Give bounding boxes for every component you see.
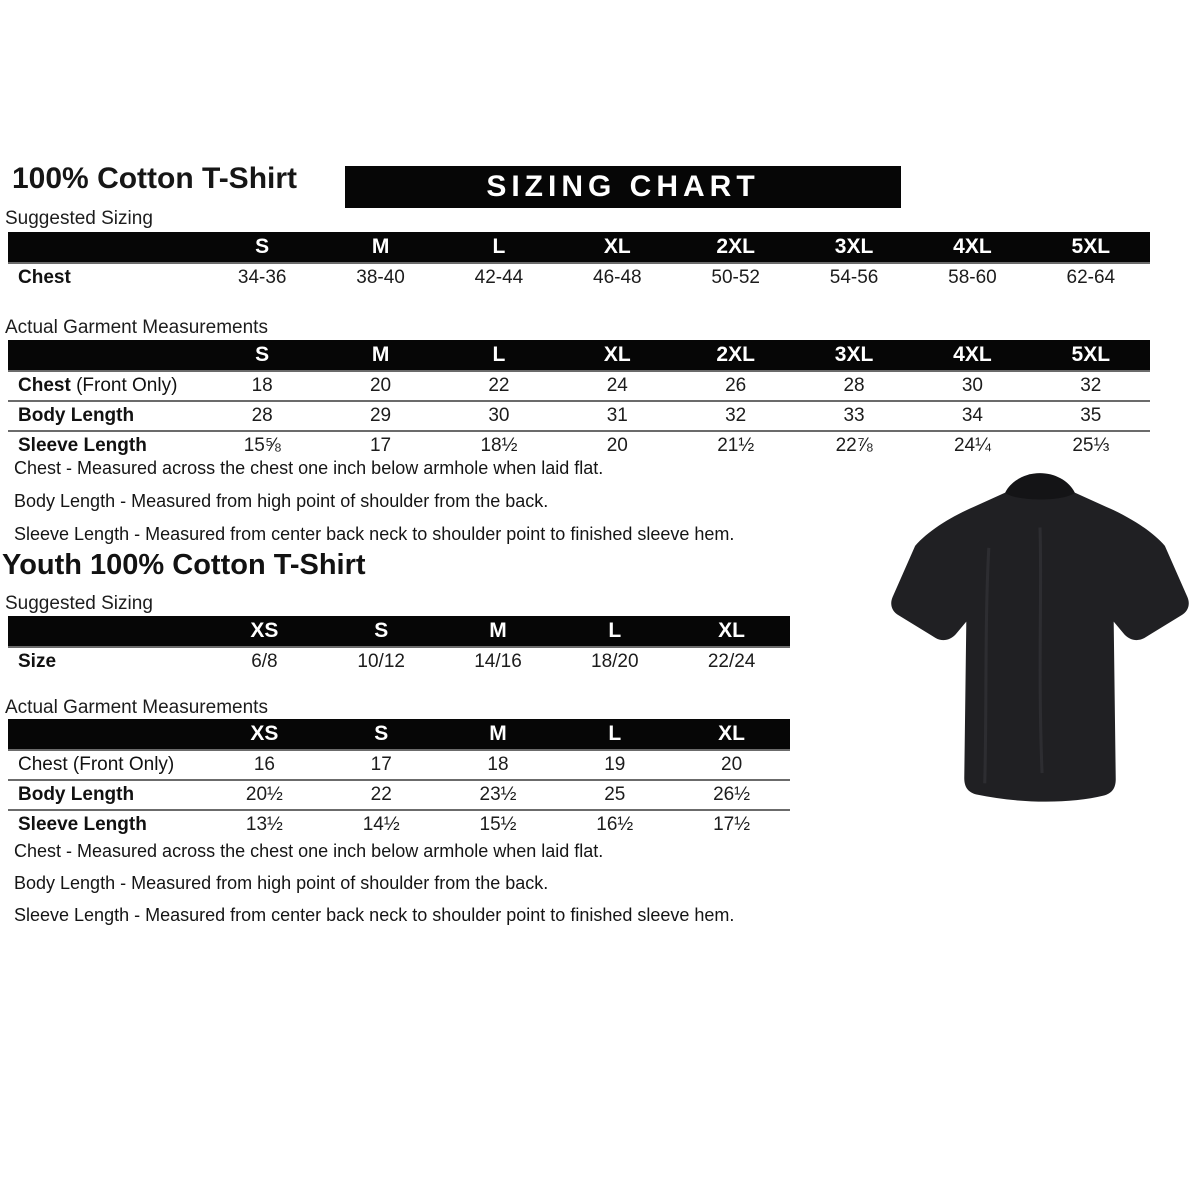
size-value-cell: 28 (843, 375, 865, 396)
size-value-cell: 22⅞ (835, 435, 873, 456)
row-label: Body Length (18, 405, 135, 426)
size-column-header: XL (603, 343, 631, 366)
size-value-cell: 17 (369, 435, 392, 456)
size-value-cell: 14/16 (474, 651, 522, 672)
size-column-header: 4XL (953, 343, 992, 366)
size-value-cell: 20 (606, 435, 628, 456)
size-value-cell: 46-48 (593, 267, 642, 288)
size-value-cell: 13½ (245, 814, 283, 835)
row-label: Size (18, 651, 57, 672)
size-value-cell: 62-64 (1066, 267, 1116, 288)
size-value-cell: 14½ (362, 814, 400, 835)
table-row (8, 779, 790, 809)
table-row (8, 400, 1150, 430)
table-row (8, 646, 790, 676)
row-label: Body Length (18, 784, 135, 805)
size-value-cell: 32 (1080, 375, 1102, 396)
size-column-header: 3XL (834, 343, 874, 366)
size-value-cell: 32 (725, 405, 747, 426)
youth-measurement-notes (14, 841, 734, 937)
tshirt-product-image (882, 466, 1198, 814)
row-label: Chest (18, 375, 71, 396)
note-line: Chest - Measured across the chest one inch below armhole when laid flat. (14, 458, 604, 478)
size-value-cell: 30 (961, 375, 983, 396)
size-column-header: XS (250, 722, 279, 745)
table-header-row (8, 232, 1150, 262)
size-value-cell: 15⅝ (243, 435, 281, 456)
size-column-header: 2XL (716, 343, 755, 366)
size-value-cell: 50-52 (711, 267, 760, 288)
size-value-cell: 18½ (480, 435, 518, 456)
size-value-cell: 16 (253, 754, 275, 775)
adult-measurements-label: Actual Garment Measurements (5, 317, 268, 338)
table-row (8, 809, 790, 839)
size-value-cell: 16½ (596, 814, 634, 835)
row-label-cell (8, 814, 206, 836)
size-column-header: S (255, 235, 270, 258)
size-value-cell: 34-36 (237, 267, 287, 288)
size-column-header: 5XL (1071, 235, 1111, 258)
row-label-cell (8, 267, 203, 289)
size-column-header: L (608, 619, 622, 642)
sizing-chart-banner (345, 166, 901, 208)
adult-suggested-sizing-table (8, 232, 1150, 292)
black-tshirt-graphic (882, 466, 1198, 814)
size-value-cell: 20 (721, 754, 743, 775)
size-value-cell: 24 (606, 375, 628, 396)
size-column-header: XL (718, 722, 745, 745)
row-label: Chest (18, 267, 71, 288)
size-value-cell: 31 (606, 405, 628, 426)
row-label-cell (8, 375, 203, 397)
size-value-cell: 21½ (717, 435, 755, 456)
size-value-cell: 18 (251, 375, 273, 396)
youth-title: Youth 100% Cotton T-Shirt (2, 549, 366, 581)
size-value-cell: 34 (961, 405, 983, 426)
size-column-header: S (374, 722, 389, 745)
size-column-header: L (492, 235, 506, 258)
table-row (8, 262, 1150, 292)
size-value-cell: 54-56 (829, 267, 879, 288)
youth-suggested-sizing-table (8, 616, 790, 676)
row-label-cell (8, 651, 206, 673)
size-column-header: 5XL (1071, 343, 1111, 366)
row-label-cell (8, 754, 206, 776)
table-header-row (8, 616, 790, 646)
size-value-cell: 26 (725, 375, 747, 396)
size-value-cell: 19 (604, 754, 626, 775)
note-line: Sleeve Length - Measured from center back neck to shoulder point to finished sleeve hem. (14, 905, 735, 925)
size-value-cell: 18 (487, 754, 509, 775)
size-value-cell: 20 (369, 375, 392, 396)
page-title: 100% Cotton T-Shirt (12, 162, 298, 195)
tshirt-collar (1005, 473, 1075, 499)
size-column-header: XL (718, 619, 745, 642)
size-value-cell: 58-60 (948, 267, 997, 288)
row-label-cell (8, 784, 206, 806)
size-value-cell: 29 (369, 405, 392, 426)
size-column-header: M (489, 722, 507, 745)
size-value-cell: 22/24 (707, 651, 756, 672)
size-column-header: S (255, 343, 270, 366)
size-value-cell: 15½ (479, 814, 517, 835)
size-value-cell: 20½ (245, 784, 283, 805)
note-line: Body Length - Measured from high point of shoulder from the back. (14, 491, 549, 511)
table-header-row (8, 340, 1150, 370)
youth-suggested-sizing-label: Suggested Sizing (5, 593, 153, 614)
size-value-cell: 23½ (479, 784, 517, 805)
size-value-cell: 22 (488, 375, 510, 396)
size-column-header: XL (603, 235, 631, 258)
table-row (8, 749, 790, 779)
row-label-suffix: (Front Only) (70, 375, 178, 396)
row-label-cell (8, 405, 203, 427)
size-value-cell: 24¼ (953, 435, 991, 456)
adult-measurement-notes (14, 458, 734, 557)
note-line: Body Length - Measured from high point of shoulder from the back. (14, 873, 549, 893)
size-value-cell: 28 (251, 405, 273, 426)
size-column-header: XS (250, 619, 279, 642)
table-row (8, 430, 1150, 460)
size-value-cell: 26½ (713, 784, 751, 805)
size-value-cell: 33 (843, 405, 865, 426)
size-value-cell: 25 (604, 784, 626, 805)
size-column-header: 4XL (953, 235, 992, 258)
size-column-header: 3XL (834, 235, 874, 258)
youth-measurements-table (8, 719, 790, 839)
size-value-cell: 25⅓ (1072, 435, 1110, 456)
note-line: Sleeve Length - Measured from center back neck to shoulder point to finished sleeve hem. (14, 524, 735, 544)
size-column-header: S (374, 619, 389, 642)
size-column-header: M (371, 343, 390, 366)
note-line: Chest - Measured across the chest one inch below armhole when laid flat. (14, 841, 604, 861)
table-header-row (8, 719, 790, 749)
adult-suggested-sizing-label: Suggested Sizing (5, 208, 153, 229)
size-column-header: L (608, 722, 622, 745)
size-value-cell: 10/12 (357, 651, 405, 672)
row-label-cell (8, 435, 203, 457)
size-column-header: M (371, 235, 390, 258)
size-value-cell: 30 (488, 405, 510, 426)
size-column-header: 2XL (716, 235, 755, 258)
adult-measurements-table (8, 340, 1150, 460)
sizing-chart-banner-text: SIZING CHART (486, 170, 760, 203)
size-value-cell: 18/20 (591, 651, 639, 672)
size-value-cell: 17½ (713, 814, 751, 835)
size-value-cell: 38-40 (356, 267, 405, 288)
youth-measurements-label: Actual Garment Measurements (5, 697, 268, 718)
size-column-header: M (489, 619, 507, 642)
size-value-cell: 17 (370, 754, 392, 775)
row-label: Sleeve Length (18, 814, 147, 835)
row-label: Chest (Front Only) (18, 754, 175, 775)
size-column-header: L (492, 343, 506, 366)
size-value-cell: 35 (1080, 405, 1102, 426)
table-row (8, 370, 1150, 400)
size-value-cell: 6/8 (251, 651, 278, 672)
row-label: Sleeve Length (18, 435, 147, 456)
size-value-cell: 42-44 (474, 267, 524, 288)
size-value-cell: 22 (370, 784, 392, 805)
